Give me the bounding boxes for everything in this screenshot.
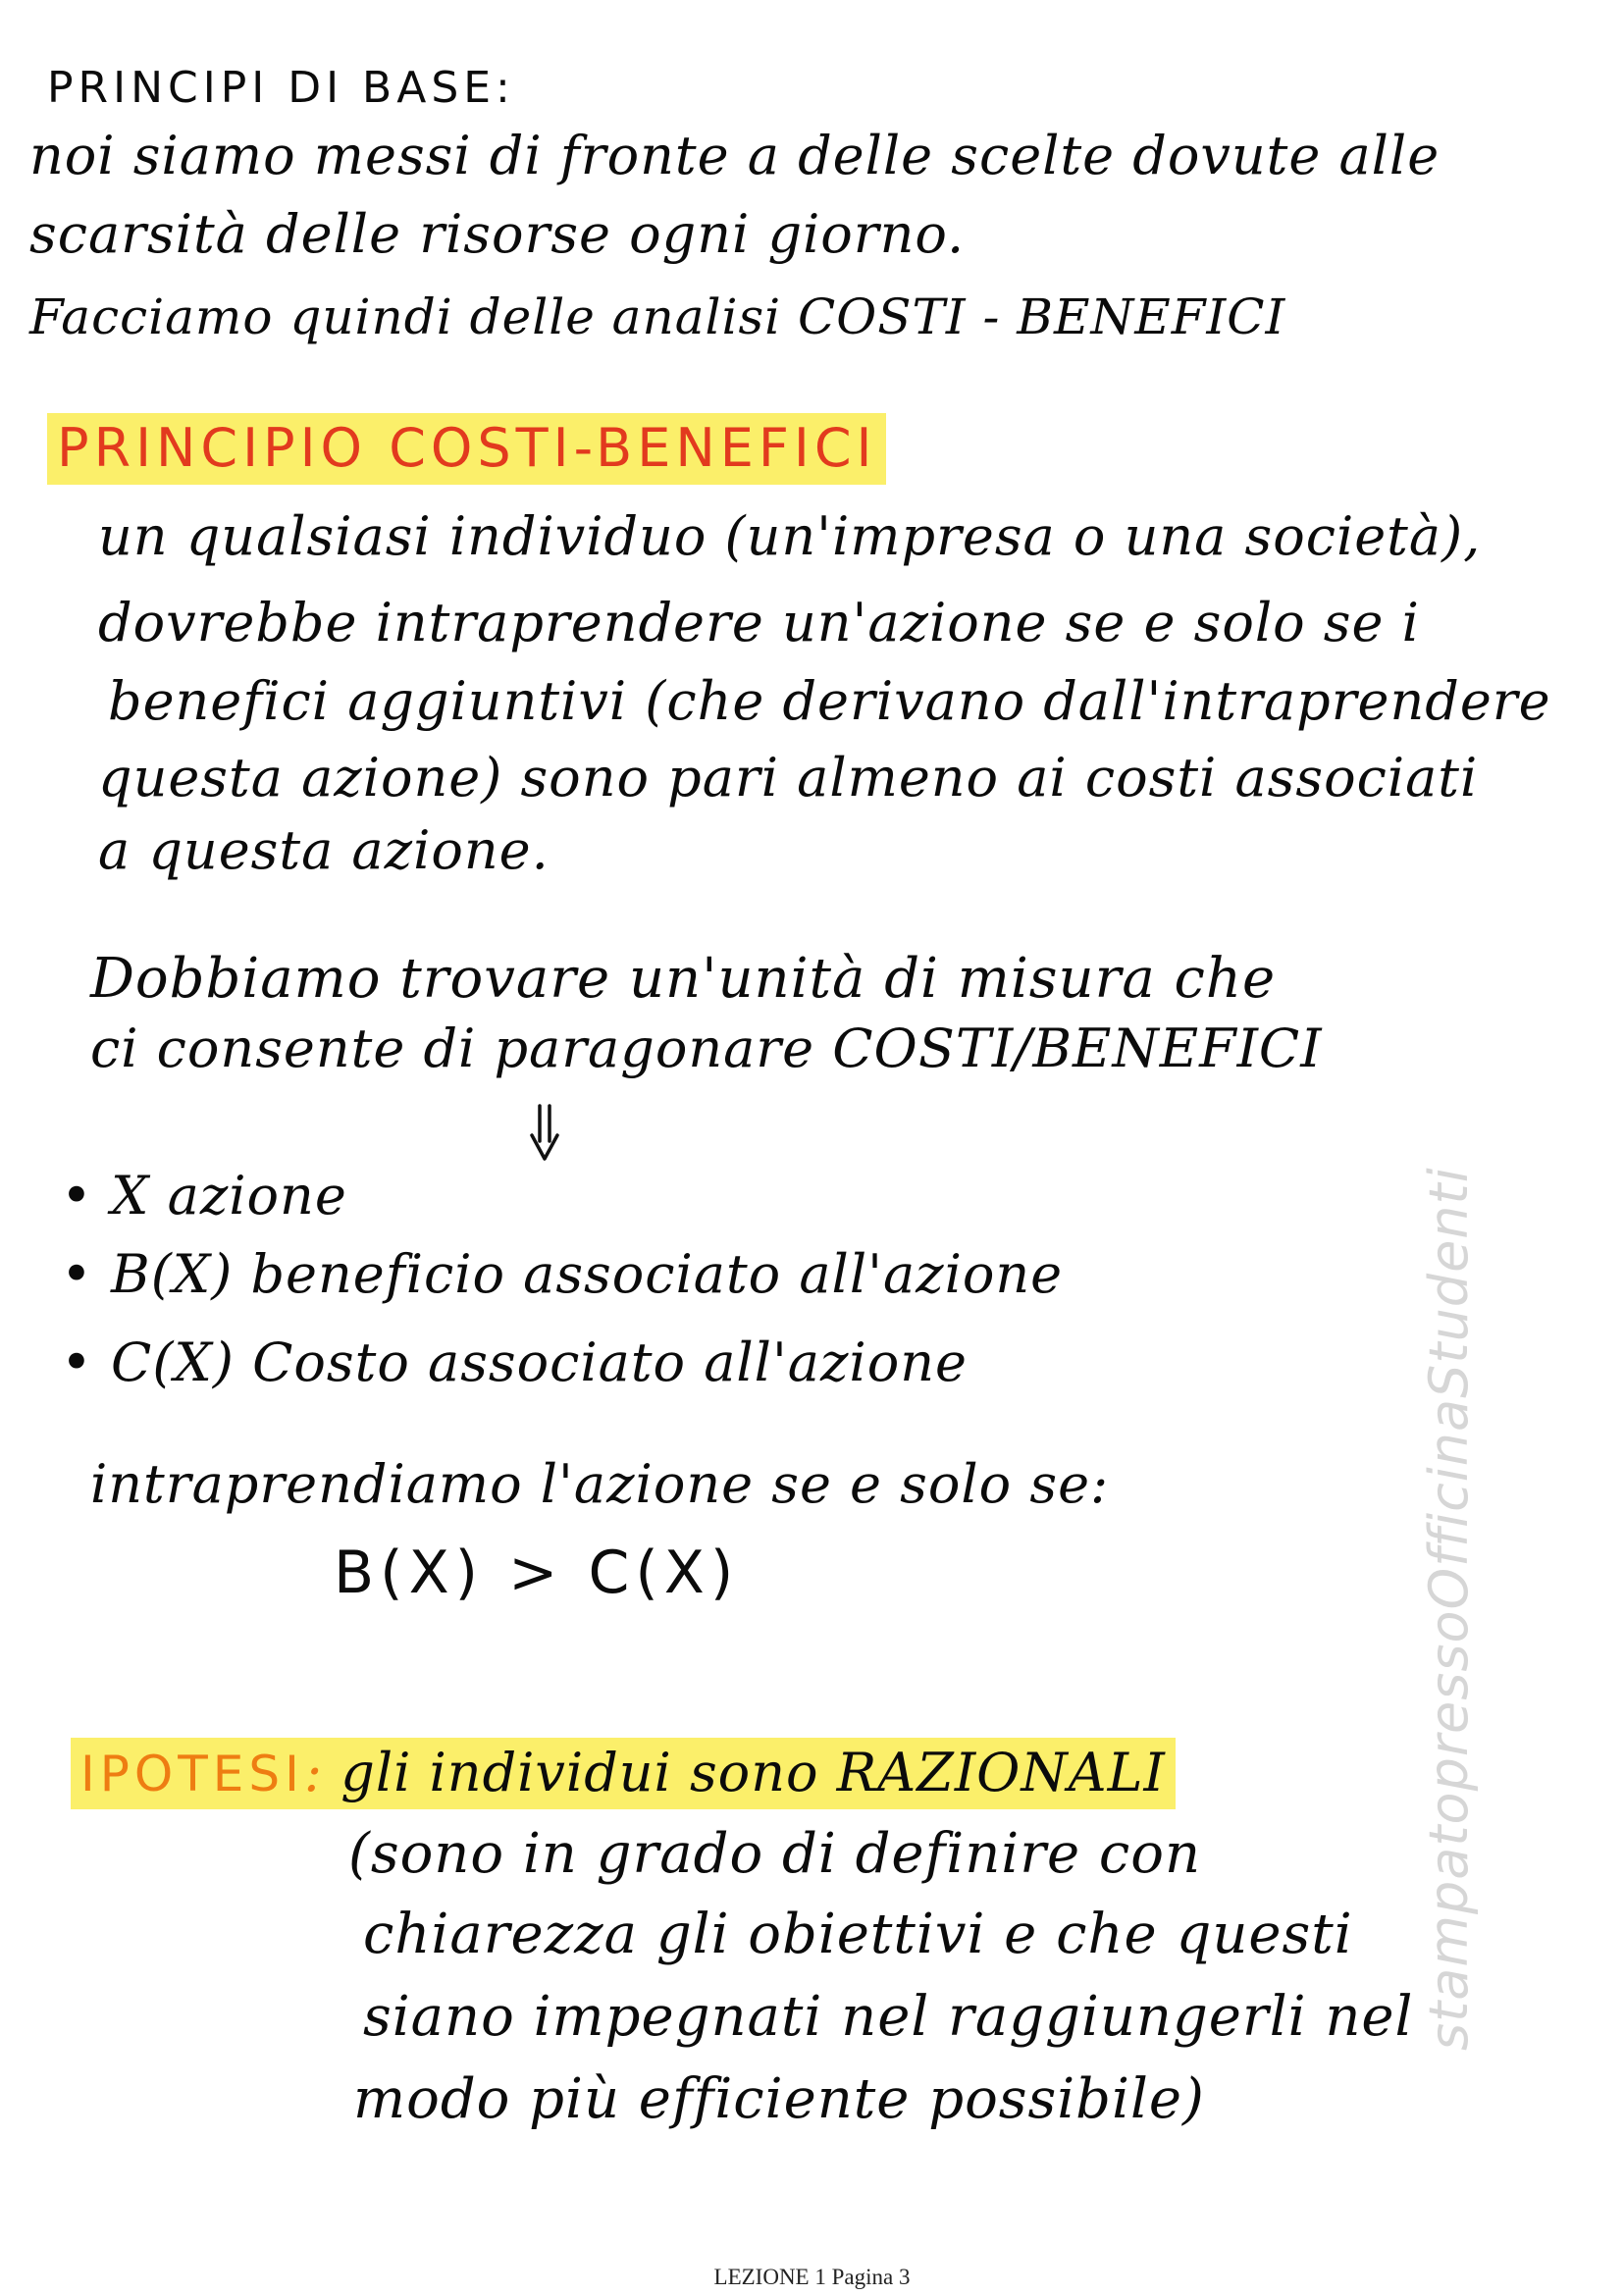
- inequality-formula: B(X) > C(X): [334, 1539, 740, 1607]
- text-line: un qualsiasi individuo (un'impresa o una società),: [98, 505, 1482, 567]
- bullet-item: • C(X) Costo associato all'azione: [61, 1331, 968, 1393]
- text-line: chiarezza gli obiettivi e che questi: [363, 1903, 1353, 1966]
- down-arrow-icon: [528, 1104, 561, 1163]
- text-line: siano impegnati nel raggiungerli nel: [363, 1985, 1414, 2049]
- bullet-item: • B(X) beneficio associato all'azione: [61, 1243, 1064, 1305]
- text-line: Dobbiamo trovare un'unità di misura che: [90, 947, 1277, 1011]
- text-line: scarsità delle risorse ogni giorno.: [29, 203, 966, 265]
- watermark: stampatopressoOfficinaStudenti: [1418, 1167, 1480, 2051]
- heading-highlight: [71, 1738, 1176, 1809]
- text-line: dovrebbe intraprendere un'azione se e solo se i: [98, 592, 1420, 653]
- text-line: modo più efficiente possibile): [353, 2067, 1205, 2131]
- page-footer: LEZIONE 1 Pagina 3: [713, 2265, 911, 2289]
- text-line: Facciamo quindi delle analisi COSTI - BENEFICI: [29, 288, 1286, 345]
- text-line: (sono in grado di definire con: [348, 1822, 1202, 1886]
- text-line: questa azione) sono pari almeno ai costi associati: [98, 747, 1479, 809]
- text-line: noi siamo messi di fronte a delle scelte dovute alle: [29, 125, 1441, 186]
- ipotesi-label: IPOTESI: [80, 1746, 304, 1802]
- heading-principio-costi-benefici: [47, 417, 886, 479]
- text-line: a questa azione.: [98, 819, 550, 881]
- ipotesi-text: gli individui sono RAZIONALI: [341, 1742, 1166, 1803]
- ipotesi-colon: :: [303, 1742, 324, 1803]
- heading-ipotesi: [71, 1742, 1176, 1803]
- bullet-item: • X azione: [61, 1165, 347, 1226]
- heading-highlight: PRINCIPIO COSTI-BENEFICI: [47, 413, 886, 485]
- text-line: ci consente di paragonare COSTI/BENEFICI: [90, 1018, 1323, 1079]
- text-line: intraprendiamo l'azione se e solo se:: [90, 1453, 1110, 1515]
- text-line: benefici aggiuntivi (che derivano dall'intraprendere: [108, 670, 1551, 732]
- title-principi-di-base: PRINCIPI DI BASE:: [47, 63, 515, 113]
